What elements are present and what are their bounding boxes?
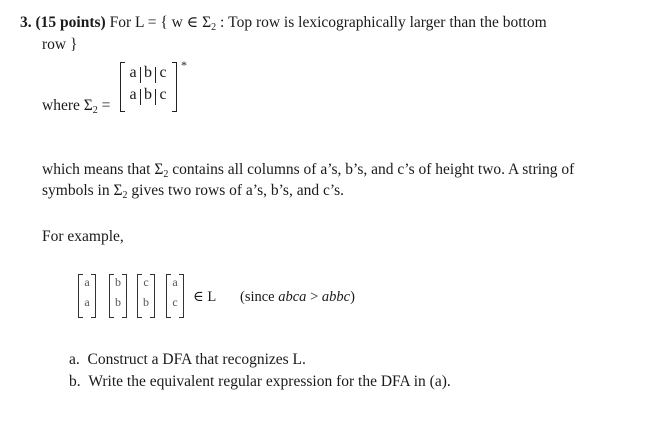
explanation-line1: which means that $\Sigma_2$ contains all columns of a’s, b’s, and c’s of height two. A string of: [42, 161, 575, 180]
column-top: b: [115, 275, 121, 289]
sigma-subscript: 2: [211, 22, 217, 33]
task-marker: a.: [69, 351, 80, 368]
column-bottom: c: [172, 295, 178, 309]
problem-points: (15 points): [35, 14, 106, 31]
problem-header: [20, 13, 547, 32]
matrix-left-bracket: [120, 62, 125, 112]
problem-line2: row }: [42, 36, 78, 53]
problem-statement-start: For L = { w ∈ Σ: [105, 14, 212, 31]
task-marker: b.: [69, 373, 81, 390]
matrix-cell: b: [144, 64, 152, 81]
task-text: Construct a DFA that recognizes L.: [87, 351, 306, 368]
problem-statement-rest: : Top row is lexicographically larger than the bottom: [216, 14, 547, 31]
membership-label: ∈ L: [193, 289, 217, 305]
matrix-cell: a: [129, 64, 137, 81]
equals-sign: =: [101, 97, 111, 114]
example-column: [166, 274, 184, 316]
explanation-line2: symbols in $\Sigma_2$ gives two rows of a’s, b’s, and c’s.: [42, 182, 345, 201]
example-column: [78, 274, 96, 316]
note-bottom-string: abbc: [321, 289, 351, 305]
where-label: where $\Sigma_2$ =: [42, 97, 111, 116]
column-bottom: b: [115, 295, 121, 309]
column-bottom: b: [143, 295, 149, 309]
matrix-right-bracket: [172, 62, 177, 112]
matrix-cell: b: [144, 86, 152, 103]
problem-number: 3.: [20, 14, 32, 31]
column-top: a: [84, 275, 90, 289]
alphabet-matrix: [120, 62, 180, 112]
column-bottom: a: [84, 295, 90, 309]
matrix-cell: a: [129, 86, 137, 103]
task-item-a: [69, 351, 306, 369]
matrix-cell: c: [159, 86, 167, 103]
task-item-b: [69, 373, 451, 391]
column-top: c: [143, 275, 149, 289]
kleene-star: *: [181, 58, 187, 72]
note-top-string: abca: [278, 289, 307, 305]
matrix-cell: c: [159, 64, 167, 81]
example-note: (since abca > abbc): [240, 289, 355, 305]
task-text: Write the equivalent regular expression for the DFA in (a).: [88, 373, 451, 390]
column-top: a: [172, 275, 178, 289]
example-column: [109, 274, 127, 316]
example-label: For example,: [42, 228, 124, 245]
example-column: [137, 274, 155, 316]
